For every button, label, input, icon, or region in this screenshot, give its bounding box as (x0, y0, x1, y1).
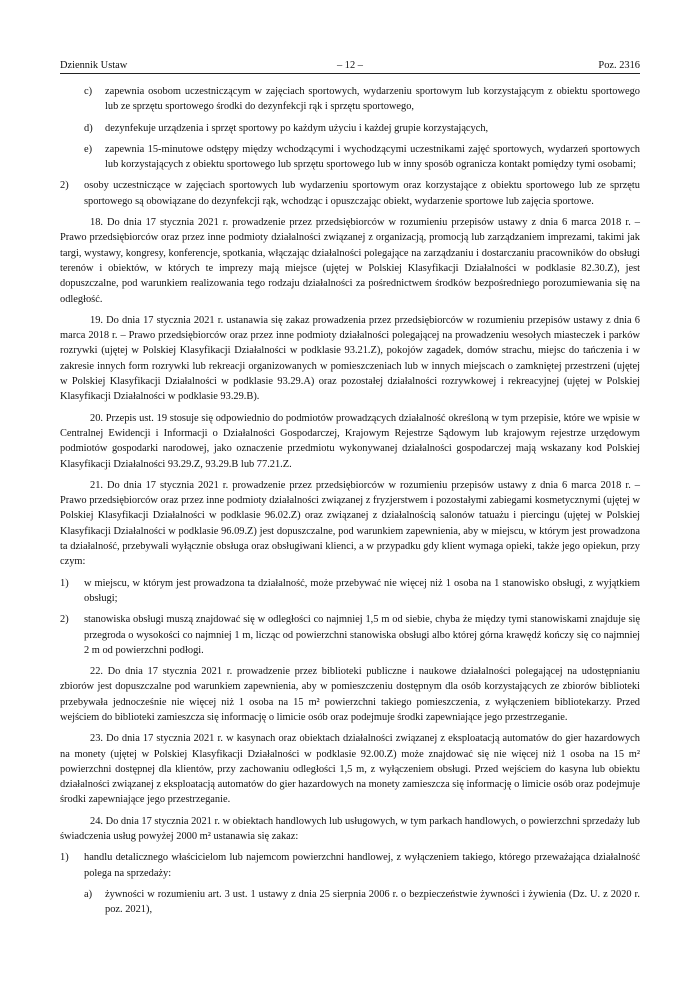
list-item (60, 576, 640, 607)
list-item (60, 850, 640, 881)
list-marker: 2) (60, 614, 69, 626)
sub-list-item (60, 121, 640, 136)
sub-list-item (60, 142, 640, 173)
list-item (60, 612, 640, 658)
paragraph: 24. Do dnia 17 stycznia 2021 r. w obiektach handlowych lub usługowych, w tym parkach handlowych, o powierzchni sprzedaży lub świadczenia usług powyżej 2000 m² ustanawia się zakaz: (60, 815, 640, 843)
paragraph: 21. Do dnia 17 stycznia 2021 r. prowadzenie przez przedsiębiorców w rozumieniu przepisów ustawy z dnia 6 marca 2018 r. – Prawo przedsiębiorców oraz przez inne podmioty działalności związanej z fryzjerstwem i pozostałymi zabiegami kosmetycznymi (ujętej w Polskiej Klasyfikacji Działalności w podklasie 96.02.Z) oraz związanej z działalnością salonów tatuażu i piercingu (ujętej w Polskiej Klasyfikacji Działalności w podklasie 96.09.Z) jest dopuszczalne, pod warunkiem zapewnienia, aby w miejscu, w którym jest prowadzona ta działalność, przebywali wyłącznie obsługa oraz obsługiwani klienci, a w przypadku gdy klient wymaga opieki, także jego opiekun, przy czym: (60, 479, 640, 568)
list-marker: d) (84, 122, 93, 134)
list-marker: a) (84, 888, 93, 900)
list-item-text: zapewnia osobom uczestniczącym w zajęciach sportowych, wydarzeniu sportowym lub korzystającym z obiektu sportowego lub ze sprzętu sportowego środki do dezynfekcji rąk i sprzętu sportowego, (105, 86, 640, 113)
journal-title: Dziennik Ustaw (60, 60, 128, 71)
position-number: Poz. 2316 (598, 60, 640, 71)
list-item-text: stanowiska obsługi muszą znajdować się w odległości co najmniej 1,5 m od siebie, chyba że między tymi stanowiskami znajduje się przegroda o wysokości co najmniej 1 m, licząc od powierzchni stanowiska obsługi albo której górna krawędź kończy się co najmniej 2 m od powierzchni podłogi. (84, 614, 640, 656)
list-marker: 1) (60, 577, 69, 589)
paragraph: 18. Do dnia 17 stycznia 2021 r. prowadzenie przez przedsiębiorców w rozumieniu przepisów ustawy z dnia 6 marca 2018 r. – Prawo przedsiębiorców oraz przez inne podmioty działalności związanej z organizacją, promocją lub zarządzaniem imprezami, takimi jak targi, wystawy, kongresy, konferencje, spotkania, włączając działalności polegające na zarządzaniu i dostarczaniu pracowników do obsługi terenów i obiektów, w których te imprezy mają miejsce (ujętej w Polskiej Klasyfikacji Działalności w podklasie 82.30.Z), jest dopuszczalne, pod warunkiem realizowania tego rodzaju działalności za pośrednictwem środków bezpośredniego porozumiewania się na odległość. (60, 217, 640, 305)
list-item-text: dezynfekuje urządzenia i sprzęt sportowy po każdym użyciu i każdej grupie korzystających, (105, 122, 489, 134)
paragraph: 22. Do dnia 17 stycznia 2021 r. prowadzenie przez biblioteki publiczne i naukowe działalności polegającej na udostępnianiu zbiorów jest dopuszczalne pod warunkiem zapewnienia, aby w pomieszczeniu dostępnym dla osób korzystających ze zbiorów biblioteki przebywała jednocześnie nie więcej niż 1 osoba na 15 m² powierzchni takiego pomieszczenia, z wyłączeniem bibliotekarzy. Przed wejściem do biblioteki zamieszcza się informację o limicie osób oraz podejmuje środki zapewniające jego przestrzeganie. (60, 666, 640, 723)
list-marker: c) (84, 86, 93, 97)
list-item (60, 178, 640, 209)
list-marker: 1) (60, 852, 69, 864)
list-marker: e) (84, 143, 93, 155)
page-header (60, 60, 640, 74)
list-item-text: w miejscu, w którym jest prowadzona ta działalność, może przebywać nie więcej niż 1 osoba na 1 stanowisko obsługi, z wyjątkiem obsługi; (84, 577, 640, 604)
list-item-text: osoby uczestniczące w zajęciach sportowych lub wydarzeniu sportowym oraz korzystające z obiektu sportowego lub ze sprzętu sportowego są obowiązane do dezynfekcji rąk, wchodząc i opuszczając obiekt, wydarzenie sportowe lub zajęcia sportowe. (84, 180, 640, 207)
document-body (60, 84, 640, 924)
list-marker: 2) (60, 180, 69, 192)
page-number: – 12 – (337, 60, 363, 71)
sub-list-item (60, 84, 640, 115)
paragraph: 23. Do dnia 17 stycznia 2021 r. w kasynach oraz obiektach działalności związanej z eksploatacją automatów do gier hazardowych na monety (ujętej w Polskiej Klasyfikacji Działalności w podklasie 92.00.Z) może znajdować się nie więcej niż 1 osoba na 15 m² powierzchni dostępnej dla klientów, przy zachowaniu odległości 1,5 m, z wyłączeniem obsługi. Przed wejściem do kasyna lub obiektu działalności związanej z eksploatacją automatów do gier hazardowych na monety zamieszcza się informację o limicie osób oraz podejmuje środki zapewniające jego przestrzeganie. (60, 733, 640, 806)
list-item-text: zapewnia 15-minutowe odstępy między wchodzącymi i wychodzącymi uczestnikami zajęć sportowych, wydarzeń sportowych lub korzystających z obiektu sportowego lub sprzętu sportowego lub w inny sposób ogranicza kontakt pomiędzy tymi osobami; (105, 143, 640, 171)
paragraph: 20. Przepis ust. 19 stosuje się odpowiednio do podmiotów prowadzących działalność określoną w tym przepisie, które we wpisie w Centralnej Ewidencji i Informacji o Działalności Gospodarczej, Krajowym Rejestrze Sądowym lub krajowym rejestrze urzędowym podmiotów gospodarki narodowej, jako oznaczenie przedmiotu wykonywanej działalności gospodarczej mają wskazany kod Polskiej Klasyfikacji Działalności 93.29.Z, 93.29.B lub 77.21.Z. (60, 412, 640, 470)
paragraph: 19. Do dnia 17 stycznia 2021 r. ustanawia się zakaz prowadzenia przez przedsiębiorców w rozumieniu przepisów ustawy z dnia 6 marca 2018 r. – Prawo przedsiębiorców oraz przez inne podmioty działalności polegającej na prowadzeniu wesołych miasteczek i parków rozrywki (ujętej w Polskiej Klasyfikacji Działalności w podklasie 93.21.Z), pokojów zagadek, domów strachu, miejsc do tańczenia i w zakresie innych form rozrywki lub rekreacji organizowanych w pomieszczeniach lub w innych miejscach o zamkniętej przestrzeni (ujętej w Polskiej Klasyfikacji Działalności w podklasie 93.29.A) oraz pozostałej działalności rozrywkowej i rekreacyjnej (ujętej w Polskiej Klasyfikacji Działalności w podklasie 93.29.B). (60, 314, 640, 403)
list-item-text: handlu detalicznego właścicielom lub najemcom powierzchni handlowej, z wyłączeniem takiego, którego przeważająca działalność polega na sprzedaży: (84, 852, 640, 879)
sub-list-item (60, 887, 640, 918)
list-item-text: żywności w rozumieniu art. 3 ust. 1 ustawy z dnia 25 sierpnia 2006 r. o bezpieczeństwie żywności i żywienia (Dz. U. z 2020 r. poz. 2021), (105, 888, 640, 916)
